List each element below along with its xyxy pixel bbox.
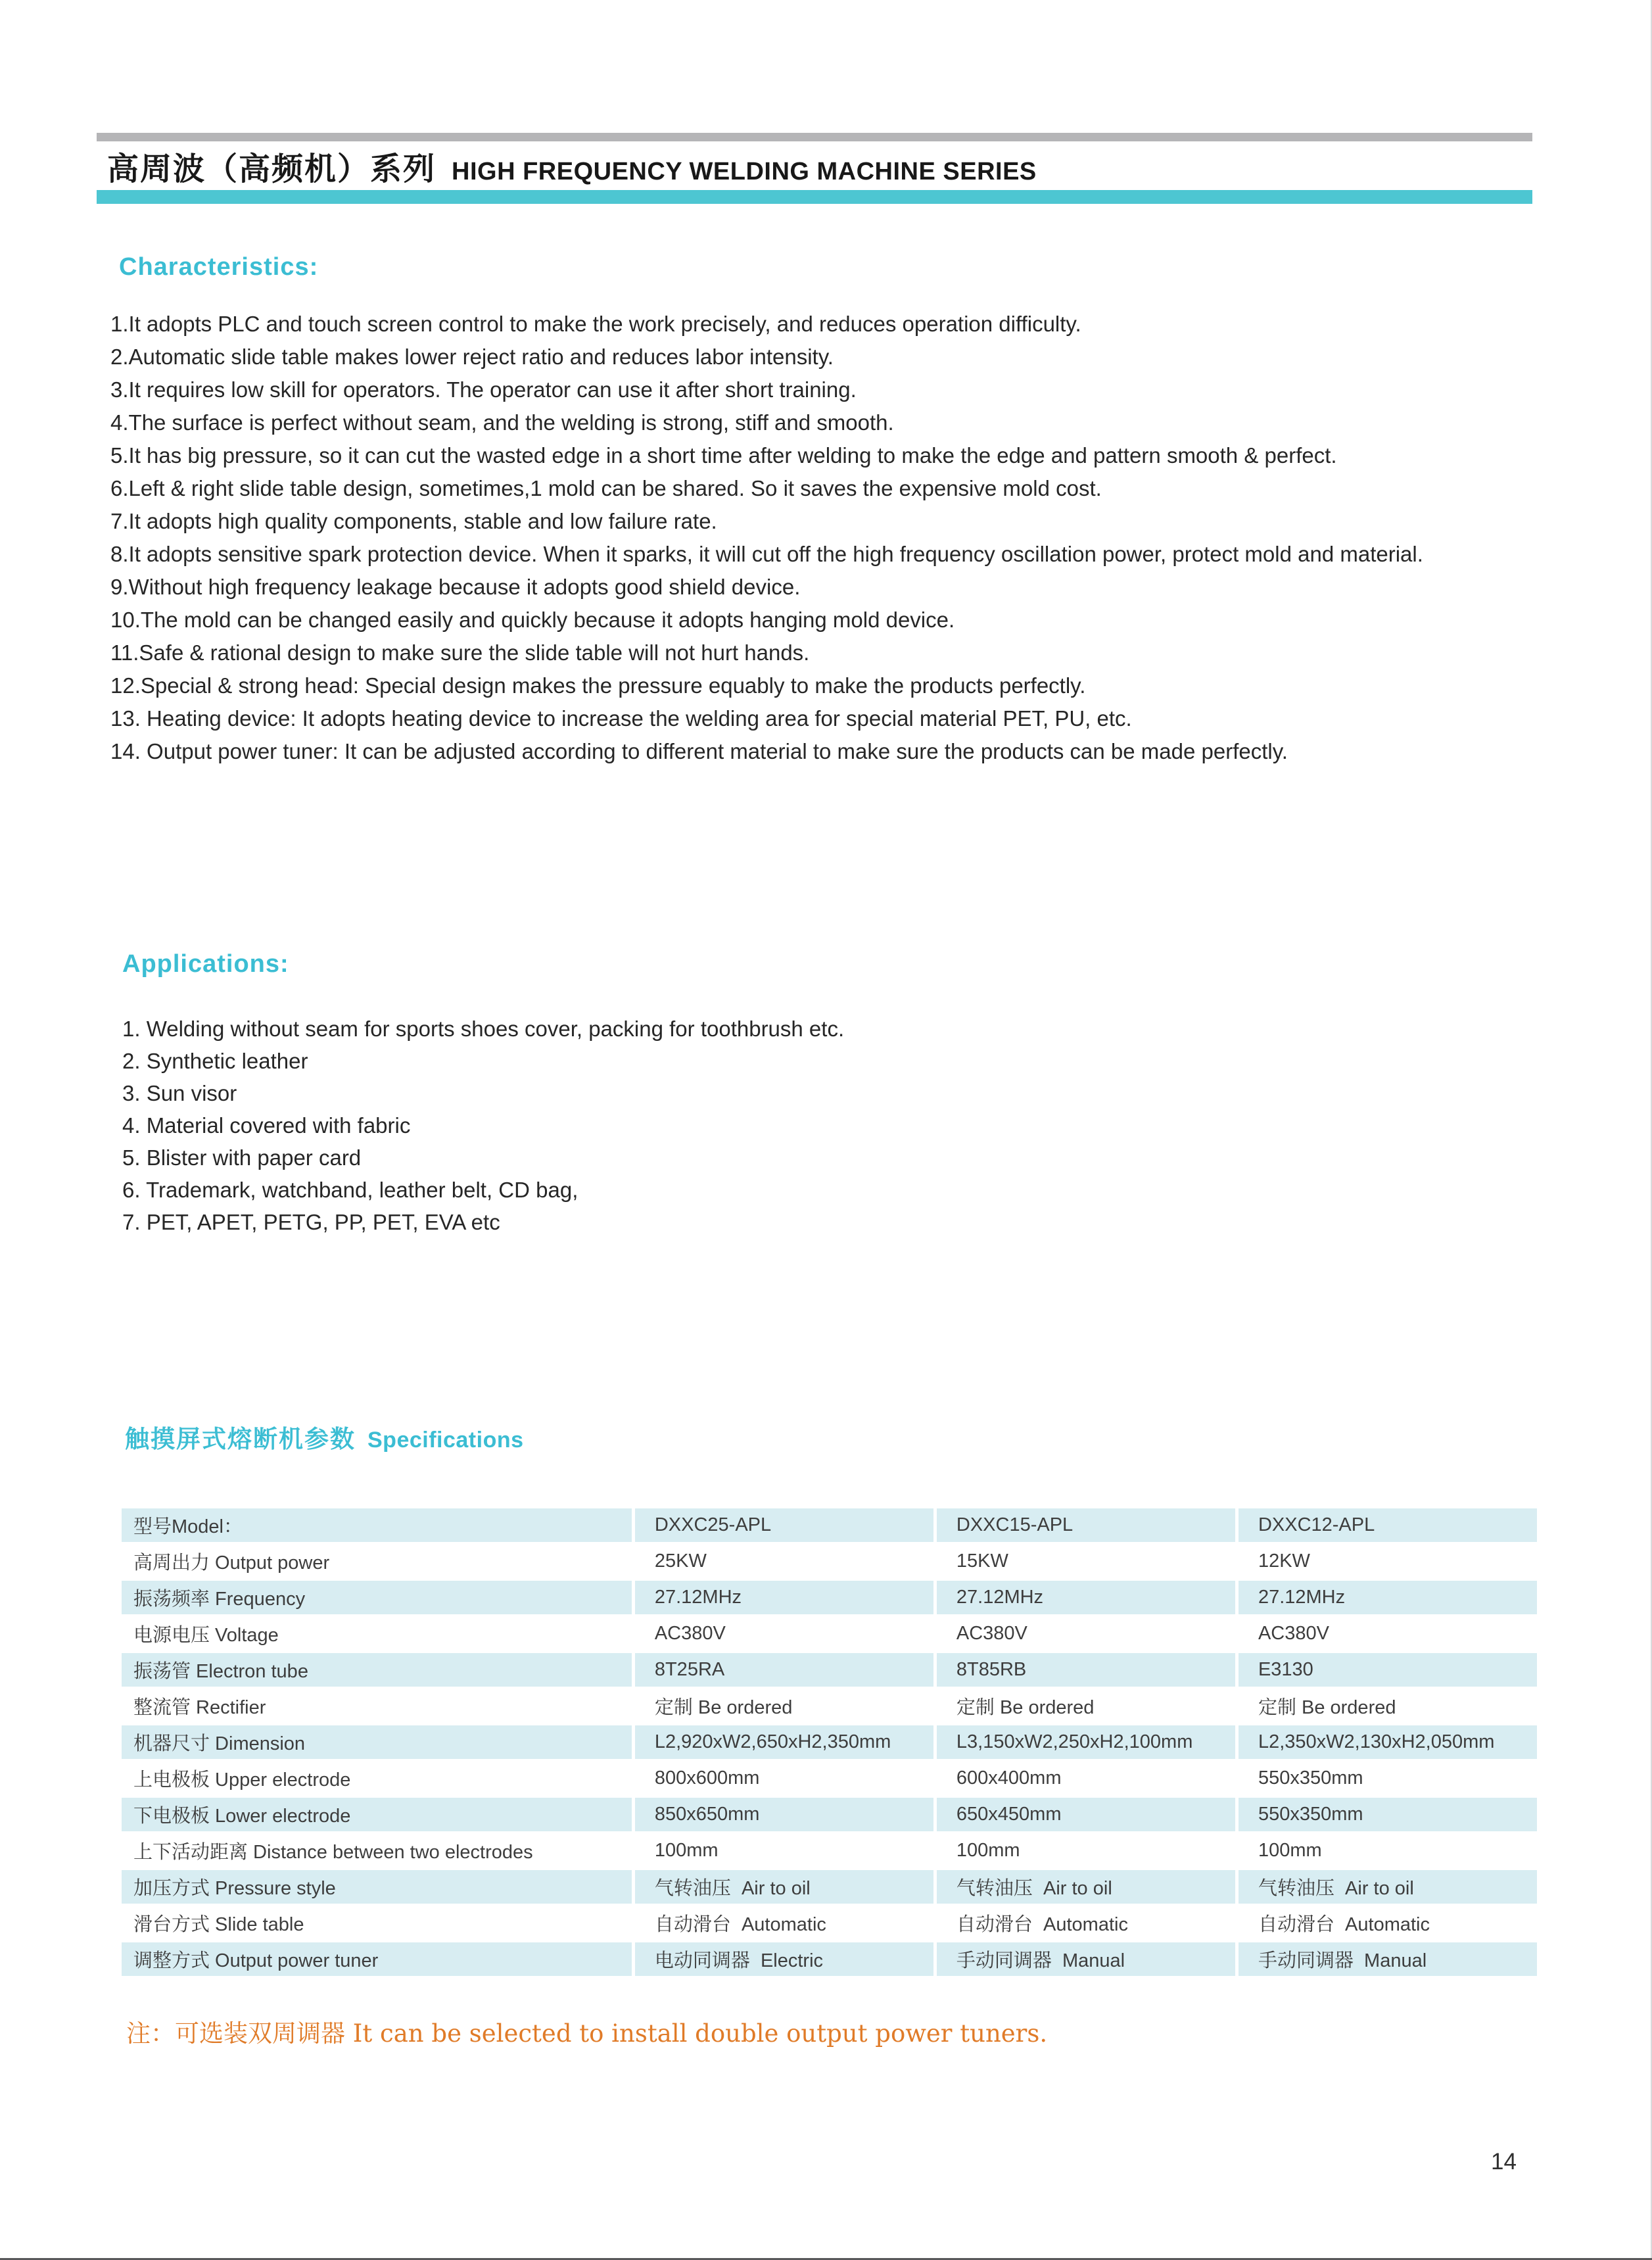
spec-row-label: 整流管 Rectifier [122, 1689, 632, 1723]
spec-value: AC380V [1239, 1617, 1537, 1650]
page-number: 14 [1491, 2149, 1517, 2175]
spec-value: 自动滑台 Automatic [937, 1906, 1235, 1940]
spec-value: 8T25RA [635, 1653, 933, 1687]
spec-value: 15KW [937, 1545, 1235, 1578]
characteristics-item: 3.It requires low skill for operators. The operator can use it after short training. [110, 377, 857, 402]
spec-value: AC380V [635, 1617, 933, 1650]
spec-value: 550x350mm [1239, 1762, 1537, 1795]
applications-item: 4. Material covered with fabric [122, 1113, 411, 1138]
spec-value: 定制 Be ordered [635, 1689, 933, 1723]
spec-row-label: 上电极板 Upper electrode [122, 1762, 632, 1795]
spec-value: 手动同调器 Manual [1239, 1942, 1537, 1976]
table-row [122, 1653, 1537, 1687]
characteristics-item: 9.Without high frequency leakage because it adopts good shield device. [110, 575, 801, 599]
spec-row-label: 电源电压 Voltage [122, 1617, 632, 1650]
spec-value: 定制 Be ordered [1239, 1689, 1537, 1723]
spec-value: 自动滑台 Automatic [635, 1906, 933, 1940]
spec-value: AC380V [937, 1617, 1235, 1650]
header-cyan-bar [97, 190, 1532, 204]
characteristics-item: 14. Output power tuner: It can be adjusted according to different material to make sure the products can be made perfectly. [110, 739, 1288, 763]
spec-value: 8T85RB [937, 1653, 1235, 1687]
applications-item: 1. Welding without seam for sports shoes cover, packing for toothbrush etc. [122, 1017, 845, 1041]
spec-value: DXXC15-APL [937, 1508, 1235, 1542]
table-row [122, 1834, 1537, 1867]
spec-value: 27.12MHz [1239, 1581, 1537, 1614]
applications-heading: Applications: [122, 950, 289, 978]
spec-value: 电动同调器 Electric [635, 1942, 933, 1976]
page-title-chinese: 高周波（高频机）系列 [107, 152, 437, 187]
spec-row-label: 调整方式 Output power tuner [122, 1942, 632, 1976]
table-row [122, 1762, 1537, 1795]
characteristics-item: 7.It adopts high quality components, stable and low failure rate. [110, 509, 717, 533]
spec-value: 100mm [937, 1834, 1235, 1867]
characteristics-item: 2.Automatic slide table makes lower reject ratio and reduces labor intensity. [110, 345, 834, 369]
table-row [122, 1942, 1537, 1976]
characteristics-item: 5.It has big pressure, so it can cut the wasted edge in a short time after welding to make the edge and pattern smooth & perfect. [110, 443, 1337, 468]
spec-value: 27.12MHz [937, 1581, 1235, 1614]
characteristics-item: 12.Special & strong head: Special design makes the pressure equably to make the products perfectly. [110, 673, 1086, 698]
spec-value: L2,350xW2,130xH2,050mm [1239, 1725, 1537, 1759]
specifications-heading [125, 1419, 524, 1455]
page-title-english: HIGH FREQUENCY WELDING MACHINE SERIES [452, 158, 1037, 185]
table-row [122, 1545, 1537, 1578]
applications-item: 6. Trademark, watchband, leather belt, CD bag, [122, 1178, 578, 1202]
spec-value: 800x600mm [635, 1762, 933, 1795]
spec-value: 手动同调器 Manual [937, 1942, 1235, 1976]
page-title [107, 143, 1037, 189]
spec-value: 100mm [1239, 1834, 1537, 1867]
table-row [122, 1798, 1537, 1831]
spec-value: 27.12MHz [635, 1581, 933, 1614]
applications-item: 2. Synthetic leather [122, 1049, 308, 1073]
spec-value: 气转油压 Air to oil [635, 1870, 933, 1904]
spec-row-label: 机器尺寸 Dimension [122, 1725, 632, 1759]
spec-value: L2,920xW2,650xH2,350mm [635, 1725, 933, 1759]
spec-value: DXXC12-APL [1239, 1508, 1537, 1542]
characteristics-list [110, 308, 1465, 768]
table-row [122, 1725, 1537, 1759]
spec-value: 550x350mm [1239, 1798, 1537, 1831]
characteristics-item: 10.The mold can be changed easily and quickly because it adopts hanging mold device. [110, 608, 955, 632]
applications-item: 5. Blister with paper card [122, 1145, 362, 1170]
header-gray-bar [97, 133, 1532, 141]
applications-item: 3. Sun visor [122, 1081, 237, 1105]
characteristics-item: 1.It adopts PLC and touch screen control to make the work precisely, and reduces operation difficulty. [110, 312, 1081, 336]
table-row [122, 1906, 1537, 1940]
table-row [122, 1617, 1537, 1650]
spec-row-label: 上下活动距离 Distance between two electrodes [122, 1834, 632, 1867]
spec-value: 气转油压 Air to oil [937, 1870, 1235, 1904]
spec-value: 850x650mm [635, 1798, 933, 1831]
table-row [122, 1689, 1537, 1723]
table-row [122, 1508, 1537, 1542]
spec-value: 25KW [635, 1545, 933, 1578]
spec-row-label: 滑台方式 Slide table [122, 1906, 632, 1940]
spec-value: 600x400mm [937, 1762, 1235, 1795]
spec-row-label: 加压方式 Pressure style [122, 1870, 632, 1904]
characteristics-heading: Characteristics: [119, 253, 319, 281]
specifications-heading-english: Specifications [367, 1428, 524, 1453]
spec-value: 12KW [1239, 1545, 1537, 1578]
characteristics-item: 4.The surface is perfect without seam, and the welding is strong, stiff and smooth. [110, 410, 894, 435]
spec-value: 气转油压 Air to oil [1239, 1870, 1537, 1904]
characteristics-item: 13. Heating device: It adopts heating device to increase the welding area for special material PET, PU, etc. [110, 706, 1132, 731]
table-row [122, 1870, 1537, 1904]
spec-row-label: 型号Model： [122, 1508, 632, 1542]
spec-value: 100mm [635, 1834, 933, 1867]
spec-row-label: 振荡管 Electron tube [122, 1653, 632, 1687]
characteristics-item: 6.Left & right slide table design, sometimes,1 mold can be shared. So it saves the expensive mold cost. [110, 476, 1102, 500]
spec-row-label: 高周出力 Output power [122, 1545, 632, 1578]
spec-table [122, 1508, 1537, 1979]
characteristics-item: 11.Safe & rational design to make sure the slide table will not hurt hands. [110, 640, 810, 665]
spec-row-label: 振荡频率 Frequency [122, 1581, 632, 1614]
spec-value: L3,150xW2,250xH2,100mm [937, 1725, 1235, 1759]
applications-list [122, 1013, 1437, 1238]
spec-value: E3130 [1239, 1653, 1537, 1687]
footnote: 注：可选装双周调器 It can be selected to install double output power tuners. [126, 2019, 1048, 2048]
characteristics-item: 8.It adopts sensitive spark protection device. When it sparks, it will cut off the high frequency oscillation power, protect mold and material. [110, 542, 1423, 566]
spec-row-label: 下电极板 Lower electrode [122, 1798, 632, 1831]
table-row [122, 1581, 1537, 1614]
spec-value: 自动滑台 Automatic [1239, 1906, 1537, 1940]
spec-value: 定制 Be ordered [937, 1689, 1235, 1723]
specifications-heading-chinese: 触摸屏式熔断机参数 [125, 1426, 356, 1453]
spec-value: DXXC25-APL [635, 1508, 933, 1542]
spec-value: 650x450mm [937, 1798, 1235, 1831]
applications-item: 7. PET, APET, PETG, PP, PET, EVA etc [122, 1210, 500, 1234]
